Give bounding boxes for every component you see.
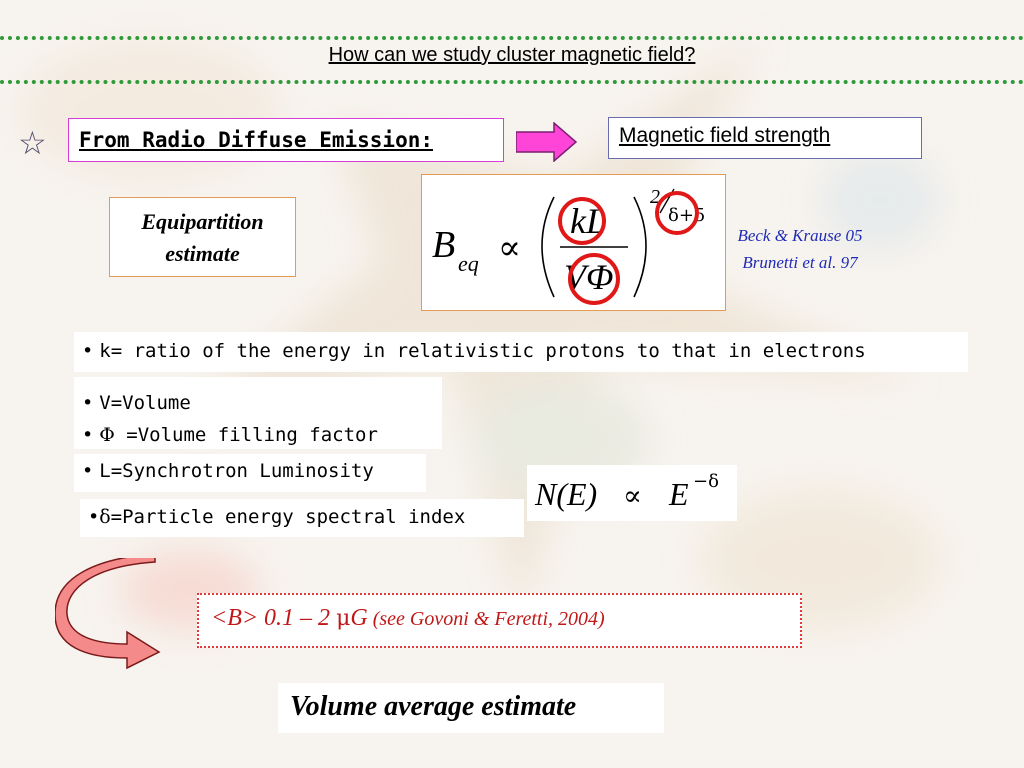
- equipartition-line1: Equipartition: [141, 209, 264, 234]
- spectrum-exponent: −δ: [693, 471, 719, 492]
- definition-phi-text: =Volume filling factor: [126, 424, 378, 446]
- result-unit-g: G: [350, 605, 368, 631]
- definition-v-phi: [74, 377, 442, 449]
- formula-exponent-numerator: 2: [650, 186, 660, 208]
- formula-lhs: B: [432, 224, 456, 266]
- equipartition-line2: estimate: [165, 241, 240, 266]
- magnetic-field-result: [211, 605, 605, 632]
- magnetic-field-strength-box: [608, 117, 922, 159]
- bullet-icon: •: [82, 460, 100, 482]
- references: [718, 222, 882, 276]
- bullet-icon: •: [82, 424, 100, 446]
- definition-l-text: L=Synchrotron Luminosity: [99, 460, 374, 482]
- definition-k: [74, 332, 968, 372]
- equipartition-formula: [422, 175, 727, 312]
- star-icon: ☆: [18, 124, 47, 162]
- result-citation: (see Govoni & Feretti, 2004): [367, 608, 605, 630]
- spectrum-formula: [527, 465, 737, 521]
- magnetic-field-result-box: [197, 593, 802, 648]
- definition-v-text: V=Volume: [99, 392, 191, 414]
- bullet-icon: •: [88, 506, 100, 528]
- bullet-icon: •: [82, 340, 100, 362]
- radio-emission-heading-box: [68, 118, 504, 162]
- delta-symbol: δ: [99, 506, 111, 528]
- top-dotted-divider: [0, 36, 1024, 40]
- formula-right-paren: [634, 197, 646, 297]
- reference-beck-krause: Beck & Krause 05: [737, 226, 863, 245]
- equipartition-estimate-box: [109, 197, 296, 277]
- definition-k-text: k= ratio of the energy in relativistic protons to that in electrons: [99, 340, 866, 362]
- result-value: <B> 0.1 – 2: [211, 605, 337, 631]
- slide-title: How can we study cluster magnetic field?: [328, 44, 696, 66]
- formula-proportional-symbol: ∝: [498, 228, 522, 268]
- formula-left-paren: [542, 197, 554, 297]
- spectrum-proportional-symbol: ∝: [623, 479, 642, 512]
- result-unit-mu: μ: [336, 606, 351, 631]
- formula-numerator: kL: [570, 201, 606, 241]
- curved-arrow-icon: [55, 558, 165, 670]
- definition-l: [74, 454, 426, 492]
- spectrum-lhs: N(E): [535, 476, 598, 512]
- reference-brunetti: Brunetti et al. 97: [742, 253, 858, 272]
- formula-exponent-denominator: δ+5: [668, 205, 706, 226]
- equipartition-formula-box: [421, 174, 726, 311]
- radio-emission-heading: From Radio Diffuse Emission:: [79, 128, 434, 152]
- volume-average-box: [278, 683, 664, 733]
- definition-delta-text: =Particle energy spectral index: [110, 506, 466, 528]
- definition-delta: [80, 499, 524, 537]
- spectrum-rhs: E: [669, 476, 689, 512]
- volume-average-label: Volume average estimate: [290, 691, 577, 722]
- spectrum-formula-box: [527, 465, 737, 521]
- bullet-icon: •: [82, 392, 100, 414]
- formula-denominator: VΦ: [564, 257, 614, 297]
- formula-lhs-sub: eq: [458, 251, 479, 276]
- phi-symbol: Φ: [99, 424, 115, 446]
- right-arrow-icon: [516, 122, 578, 162]
- magnetic-field-strength-label: Magnetic field strength: [619, 124, 831, 147]
- title-dotted-divider: [0, 80, 1024, 84]
